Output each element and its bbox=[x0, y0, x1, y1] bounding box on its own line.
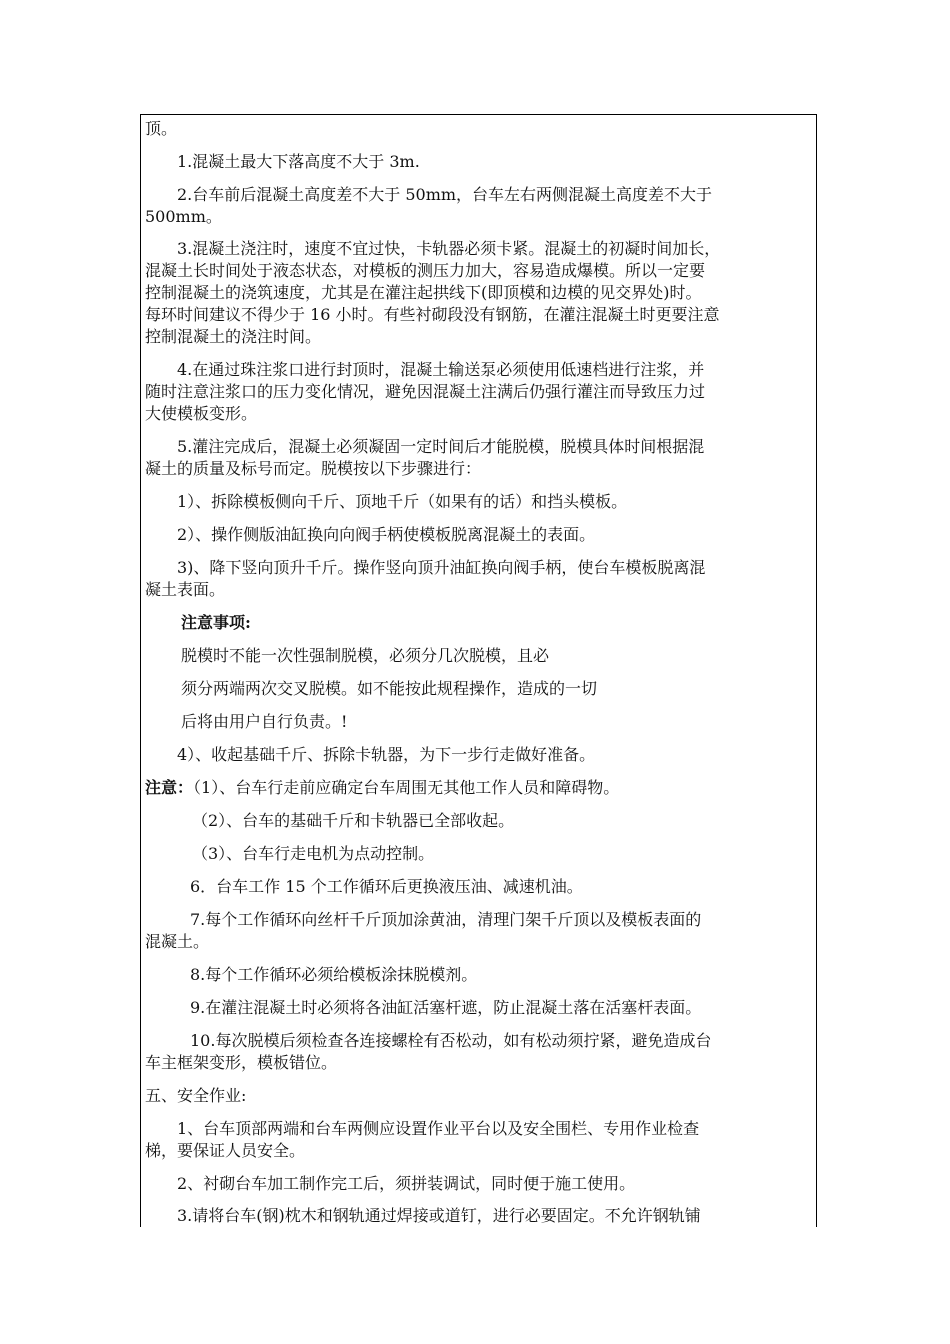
paragraph: 500mm。 bbox=[145, 207, 222, 226]
note-line: 须分两端两次交叉脱模。如不能按此规程操作，造成的一切 bbox=[181, 679, 598, 698]
paragraph: 6．台车工作 15 个工作循环后更换液压油、减速机油。 bbox=[190, 877, 583, 896]
paragraph: 大使模板变形。 bbox=[145, 404, 258, 423]
paragraph: 随时注意注浆口的压力变化情况，避免因混凝土注满后仍强行灌注而导致压力过 bbox=[145, 382, 706, 401]
paragraph: 2）、操作侧版油缸换向向阀手柄使模板脱离混凝土的表面。 bbox=[177, 525, 596, 544]
paragraph: 8.每个工作循环必须给模板涂抹脱模剂。 bbox=[190, 965, 478, 984]
section-heading: 五、安全作业: bbox=[145, 1086, 247, 1105]
paragraph: 混凝土长时间处于液态状态，对模板的测压力加大，容易造成爆模。所以一定要 bbox=[145, 261, 706, 280]
paragraph: 梯，要保证人员安全。 bbox=[145, 1141, 306, 1160]
paragraph: 凝土表面。 bbox=[145, 580, 226, 599]
paragraph: 4.在通过珠注浆口进行封顶时，混凝土输送泵必须使用低速档进行注浆，并 bbox=[177, 360, 705, 379]
paragraph: 10.每次脱模后须检查各连接螺栓有否松动，如有松动须拧紧，避免造成台 bbox=[190, 1031, 712, 1050]
attention-label: 注意： bbox=[145, 778, 194, 797]
paragraph: 2.台车前后混凝土高度差不大于 50mm，台车左右两侧混凝土高度差不大于 bbox=[177, 185, 713, 204]
note-line: 脱模时不能一次性强制脱模，必须分几次脱模，且必 bbox=[181, 646, 550, 665]
attention-line bbox=[145, 777, 810, 799]
paragraph: 2、衬砌台车加工制作完工后，须拼装调试，同时便于施工使用。 bbox=[177, 1174, 636, 1193]
paragraph: 9.在灌注混凝土时必须将各油缸活塞杆遮，防止混凝土落在活塞杆表面。 bbox=[190, 998, 702, 1017]
paragraph: 凝土的质量及标号而定。脱模按以下步骤进行： bbox=[145, 459, 482, 478]
paragraph: 7.每个工作循环向丝杆千斤顶加涂黄油，清理门架千斤顶以及模板表面的 bbox=[190, 910, 702, 929]
paragraph: 5.灌注完成后，混凝土必须凝固一定时间后才能脱模，脱模具体时间根据混 bbox=[177, 437, 705, 456]
attention-item: （3）、台车行走电机为点动控制。 bbox=[192, 844, 435, 863]
attention-item: （1）、台车行走前应确定台车周围无其他工作人员和障碍物。 bbox=[193, 778, 620, 797]
paragraph: 1、台车顶部两端和台车两侧应设置作业平台以及安全围栏、专用作业检查 bbox=[177, 1119, 700, 1138]
paragraph: 控制混凝土的浇注时间。 bbox=[145, 327, 322, 346]
paragraph: 车主框架变形，模板错位。 bbox=[145, 1053, 338, 1072]
paragraph: 1）、拆除模板侧向千斤、顶地千斤（如果有的话）和挡头模板。 bbox=[177, 492, 628, 511]
attention-item: （2）、台车的基础千斤和卡轨器已全部收起。 bbox=[192, 811, 515, 830]
paragraph: 1.混凝土最大下落高度不大于 3m. bbox=[177, 152, 420, 171]
paragraph: 控制混凝土的浇筑速度，尤其是在灌注起拱线下(即顶模和边模的见交界处)时。 bbox=[145, 283, 702, 302]
paragraph: 4）、收起基础千斤、拆除卡轨器，为下一步行走做好准备。 bbox=[177, 745, 596, 764]
paragraph: 3)、降下竖向顶升千斤。操作竖向顶升油缸换向阀手柄，使台车模板脱离混 bbox=[177, 558, 706, 577]
note-heading: 注意事项: bbox=[181, 613, 251, 632]
paragraph: 混凝土。 bbox=[145, 932, 210, 951]
paragraph: 顶。 bbox=[145, 119, 178, 138]
paragraph: 每环时间建议不得少于 16 小时。有些衬砌段没有钢筋，在灌注混凝土时更要注意 bbox=[145, 305, 720, 324]
note-line: 后将由用户自行负责。! bbox=[181, 712, 348, 731]
paragraph: 3.混凝土浇注时，速度不宜过快，卡轨器必须卡紧。混凝土的初凝时间加长， bbox=[177, 239, 721, 258]
paragraph: 3.请将台车(钢)枕木和钢轨通过焊接或道钉，进行必要固定。不允许钢轨铺 bbox=[177, 1206, 701, 1225]
